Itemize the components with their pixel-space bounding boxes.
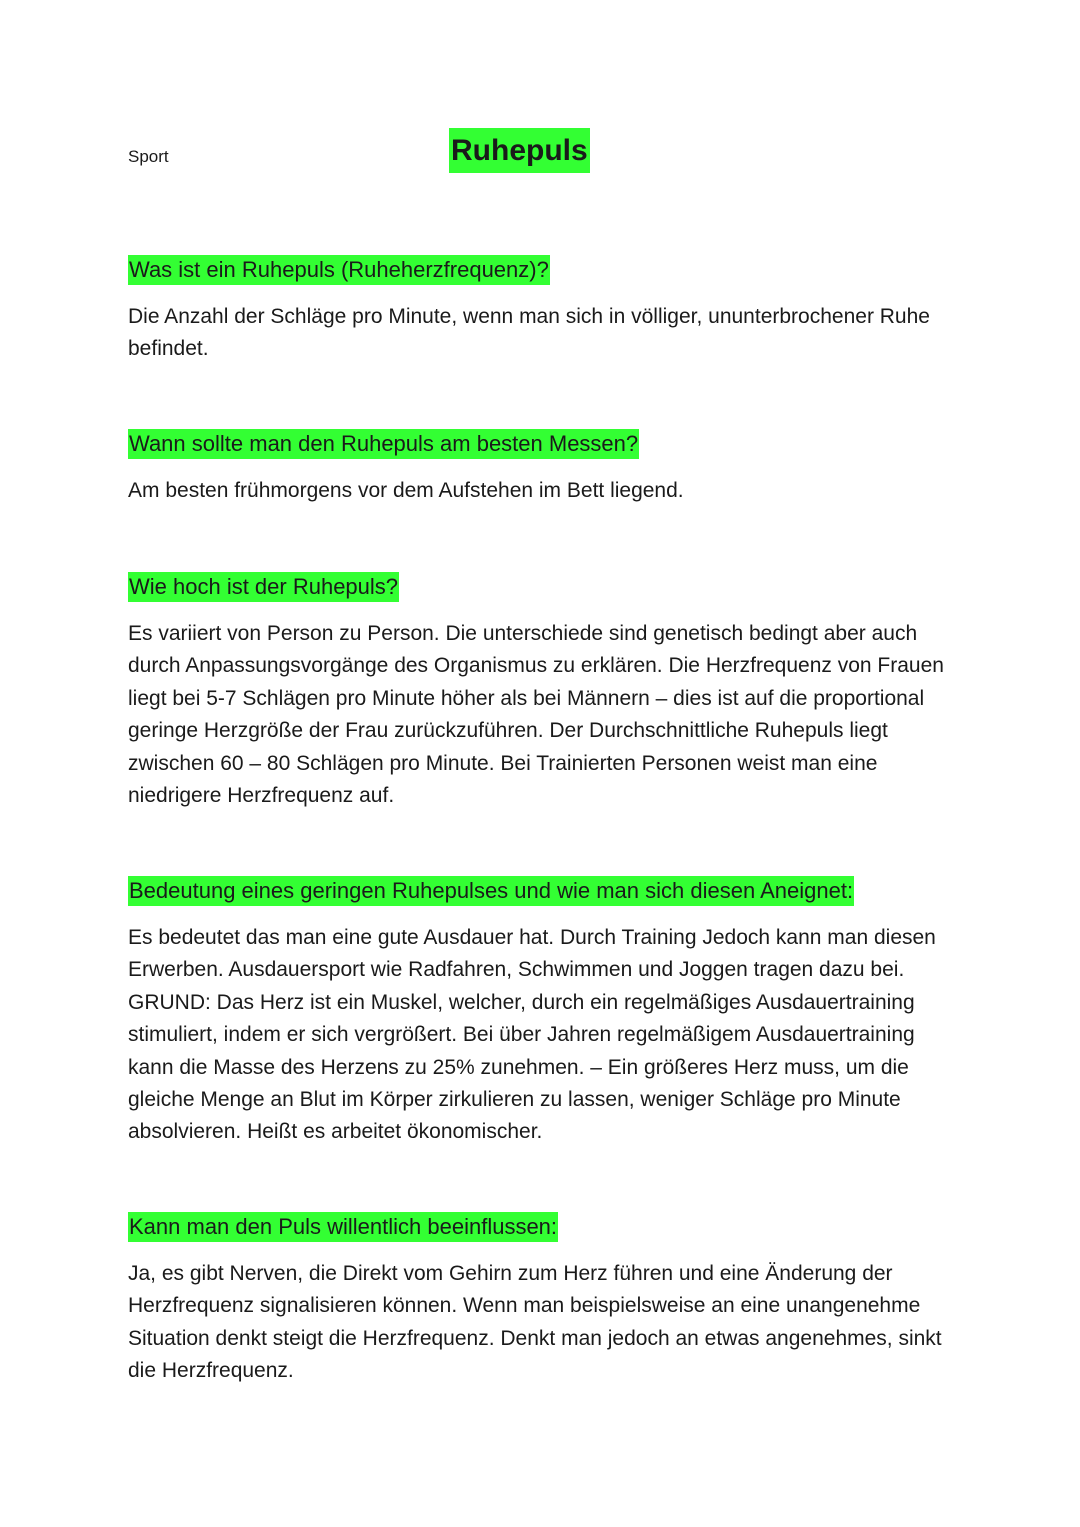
section-heading: Kann man den Puls willentlich beeinflussen: <box>128 1212 558 1242</box>
section-body: Es variiert von Person zu Person. Die unterschiede sind genetisch bedingt aber auch durch Anpassungsvorgänge des Organismus zu erklären. Die Herzfrequenz von Frauen liegt bei 5-7 Schlägen pro Minute höher als bei Männern – dies ist auf die proportional geringe Herzgröße der Frau zurückzuführen. Der Durchschnittliche Ruhepuls liegt zwischen 60 – 80 Schlägen pro Minute. Bei Trainierten Personen weist man eine niedrigere Herzfrequenz auf. <box>128 622 944 808</box>
section-heading: Bedeutung eines geringen Ruhepulses und wie man sich diesen Aneignet: <box>128 876 854 906</box>
section-body: Ja, es gibt Nerven, die Direkt vom Gehirn zum Herz führen und eine Änderung der Herzfrequenz signalisieren können. Wenn man beispielsweise an eine unangenehme Situation denkt steigt die Herzfrequenz. Denkt man jedoch an etwas angenehmes, sinkt die Herzfrequenz. <box>128 1262 942 1383</box>
section-body: Die Anzahl der Schläge pro Minute, wenn man sich in völliger, ununterbrochener Ruhe befindet. <box>128 305 930 361</box>
subject-label: Sport <box>128 147 169 166</box>
page-title: Ruhepuls <box>449 128 590 173</box>
section-what-is-resting-pulse <box>128 255 958 366</box>
section-influence-pulse <box>128 1212 958 1388</box>
section-body: Es bedeutet das man eine gute Ausdauer hat. Durch Training Jedoch kann man diesen Erwerben. Ausdauersport wie Radfahren, Schwimmen und Joggen tragen dazu bei. GRUND: Das Herz ist ein Muskel, welcher, durch ein regelmäßiges Ausdauertraining stimuliert, indem er sich vergrößert. Bei über Jahren regelmäßigem Ausdauertraining kann die Masse des Herzens zu 25% zunehmen. – Ein größeres Herz muss, um die gleiche Menge an Blut im Körper zirkulieren zu lassen, weniger Schläge pro Minute absolvieren. Heißt es arbeitet ökonomischer. <box>128 926 936 1144</box>
section-heading: Was ist ein Ruhepuls (Ruheherzfrequenz)? <box>128 255 550 285</box>
section-how-high <box>128 572 958 812</box>
section-heading: Wie hoch ist der Ruhepuls? <box>128 572 399 602</box>
section-meaning-low-resting-pulse <box>128 876 958 1149</box>
section-when-to-measure <box>128 429 958 507</box>
section-body: Am besten frühmorgens vor dem Aufstehen im Bett liegend. <box>128 479 684 502</box>
section-heading: Wann sollte man den Ruhepuls am besten Messen? <box>128 429 639 459</box>
